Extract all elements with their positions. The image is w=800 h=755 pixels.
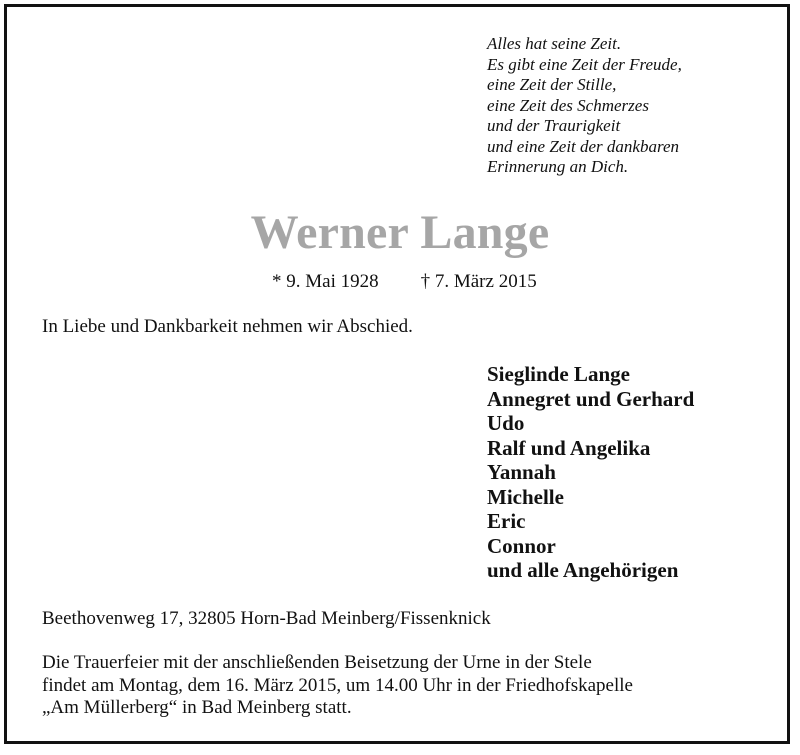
mourner: Yannah: [487, 460, 556, 484]
mourner: Sieglinde Lange: [487, 362, 630, 386]
mourner: und alle Angehörigen: [487, 558, 679, 582]
address: Beethovenweg 17, 32805 Horn-Bad Meinberg/Fissenknick: [42, 608, 491, 629]
ceremony-line: findet am Montag, dem 16. März 2015, um 14.00 Uhr in der Friedhofskapelle: [42, 674, 633, 696]
poem: [487, 34, 682, 178]
mourner: Ralf und Angelika: [487, 435, 651, 460]
mourners-list: [487, 362, 694, 583]
life-dates: [272, 270, 537, 294]
mourner: Connor: [487, 533, 556, 558]
birth-date: * 9. Mai 1928: [272, 271, 379, 292]
poem-line: Es gibt eine Zeit der Freude,: [487, 54, 682, 74]
mourner: Eric: [487, 509, 526, 533]
poem-line: und der Traurigkeit: [487, 116, 621, 135]
farewell-text: In Liebe und Dankbarkeit nehmen wir Abschied.: [42, 316, 413, 337]
poem-line: eine Zeit des Schmerzes: [487, 95, 649, 115]
mourner: Michelle: [487, 484, 564, 509]
mourner: Annegret und Gerhard: [487, 386, 695, 411]
poem-line: Alles hat seine Zeit.: [487, 34, 622, 53]
poem-line: Erinnerung an Dich.: [487, 157, 629, 176]
ceremony-line: Die Trauerfeier mit der anschließenden Beisetzung der Urne in der Stele: [42, 652, 592, 673]
death-date: † 7. März 2015: [420, 271, 537, 292]
deceased-name: Werner Lange: [250, 206, 550, 259]
poem-line: und eine Zeit der dankbaren: [487, 136, 679, 156]
poem-line: eine Zeit der Stille,: [487, 75, 617, 94]
mourner: Udo: [487, 411, 525, 435]
ceremony-line: „Am Müllerberg“ in Bad Meinberg statt.: [42, 697, 352, 718]
ceremony-info: [42, 652, 633, 720]
